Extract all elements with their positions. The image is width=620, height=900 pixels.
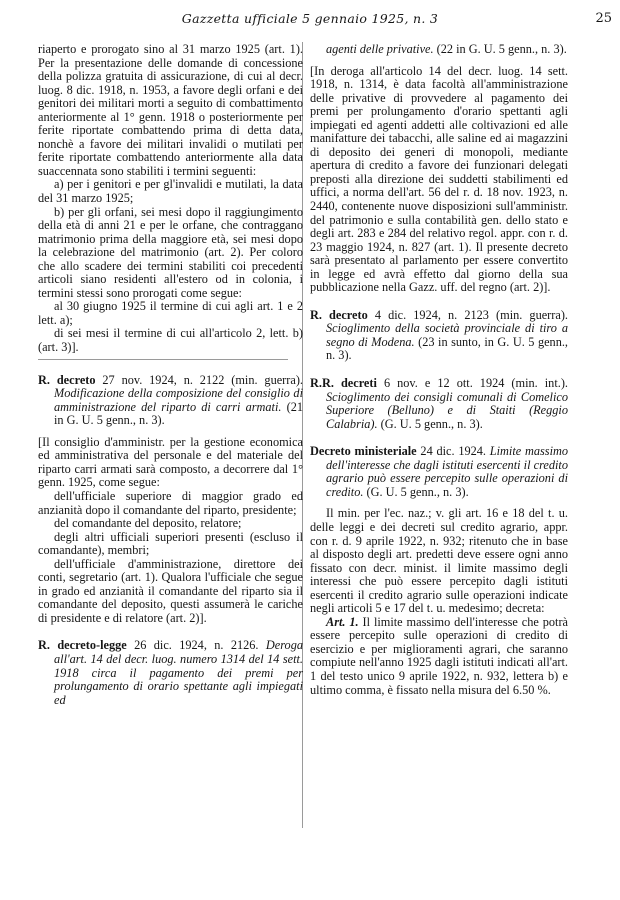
paragraph: a) per i genitori e per gl'invalidi e mutilati, la data del 31 marzo 1925; bbox=[38, 177, 303, 206]
entry-title: Scioglimento della società provinciale di tiro a segno di Modena. bbox=[326, 321, 568, 349]
entry-heading bbox=[38, 639, 303, 707]
entry-title: Deroga all'art. 14 del decr. luog. numero 1314 del 14 sett. 1918 circa il pagamento dei premi per prolungamento di orario spettante agli impiegati ed bbox=[54, 638, 304, 707]
entry-reference: (21 in G. U. 5 genn., n. 3). bbox=[54, 399, 303, 428]
entry-date: 6 nov. e 12 ott. 1924 (min. int.). bbox=[383, 376, 568, 391]
entry-kind: R. decreto bbox=[310, 307, 368, 322]
running-header bbox=[0, 8, 620, 28]
entry-summary: dell'ufficiale d'amministrazione, direttore dei conti, segretario (art. 1). Qualora l'ufficiale che segue in grado ed anzianità il comandante del riparto sia il comandante del deposito, questi assumerà le cariche di presidente e di relatore (art. 2)]. bbox=[38, 556, 303, 625]
paragraph: al 30 giugno 1925 il termine di cui agli art. 1 e 2 lett. a); bbox=[38, 299, 303, 327]
paragraph: b) per gli orfani, sei mesi dopo il raggiungimento della età di anni 21 e per le orfane, che contraggano matrimonio prima della maggiore età, sei mesi dopo la celebrazione del matrimonio (art. 2). Per coloro che allo scadere dei termini stabiliti coi precedenti articoli siano residenti all'estero od in colonia, i termini stessi sono prorogati come segue: bbox=[38, 204, 303, 300]
header-title: Gazzetta ufficiale 5 gennaio 1925, n. 3 bbox=[181, 11, 439, 26]
page-number: 25 bbox=[595, 11, 612, 26]
left-column bbox=[38, 43, 303, 707]
entry-title: Limite massimo dell'interesse che dagli istituti esercenti il credito agrario può essere percepito sulle operazioni di credito. bbox=[326, 444, 569, 499]
entry-kind: R.R. decreti bbox=[310, 376, 377, 391]
entry-summary: dell'ufficiale superiore di maggior grado ed anzianità dopo il comandante del riparto, presidente; bbox=[38, 488, 303, 517]
entry-reference: (22 in G. U. 5 genn., n. 3). bbox=[436, 42, 567, 56]
entry-title: Modificazione della composizione del consiglio di amministrazione del riparto di carri armati. bbox=[54, 386, 303, 414]
paragraph: riaperto e prorogato sino al 31 marzo 1925 (art. 1). Per la presentazione delle domande di concessione della polizza gratuita di assicurazione, di cui al decr. luog. 8 dic. 1918, n. 1953, a favore degli orfani e dei genitori dei militari morti a seguito di combattimento anteriormente al 1° genn. 1918 o posteriormente per ferite riportate combattendo prima di detta data, nonchè a favore dei militari invalidi o mutilati per ferite riportate combattendo anteriormente alla data suaccennata sono stabiliti i termini seguenti: bbox=[38, 42, 303, 178]
entry-heading bbox=[38, 374, 303, 428]
article-number: Art. 1. bbox=[326, 614, 359, 629]
entry-heading bbox=[310, 445, 568, 499]
entry-summary: [In deroga all'articolo 14 del decr. luog. 14 sett. 1918, n. 1314, è data facoltà all'amministrazione delle privative di provvedere al pagamento dei premi per prolungamento d'orario spettanti agli impiegati ed agenti addetti alle coltivazioni ed alle manifatture dei tabacchi, alle saline ed ai magazzini di deposito dei generi di monopoli, mediante apertura di credito a favore dei funzionari delegati preposti alla direzione dei suddetti stabilimenti ed uffici, a norma dell'art. 56 del r. d. 18 nov. 1923, n. 2440, contenente nuove disposizioni sull'amministr. del patrimonio e sulla contabilità gen. dello stato e degli art. 283 e 284 del relativo regol. appr. con r. d. 23 maggio 1924, n. 827 (art. 1). Il presente decreto sarà presentato al parlamento per essere convertito in legge ed avrà effetto dal giorno della sua pubblicazione nella Gazz. uff. del regno (art. 2)]. bbox=[310, 63, 568, 295]
entry-heading-continued bbox=[310, 43, 568, 57]
entry-summary: Il min. per l'ec. naz.; v. gli art. 16 e 18 del t. u. delle leggi e dei decreti sul credito agrario, appr. con r. d. 9 aprile 1922, n. 932; ritenuto che in base al disposto degli art. predetti deve essere ogni anno fissato con decr. minist. il limite massimo degli interessi che può essere percepito dagli istituti esercenti il credito agrario sulle operazioni indicate negli articoli 5 e 17 del t. u. medesimo; decreta: bbox=[310, 506, 568, 616]
right-column bbox=[310, 43, 568, 697]
entry-reference: (23 in sunto, in G. U. 5 genn., n. 3). bbox=[326, 334, 568, 363]
entry-title: agenti delle privative. bbox=[326, 42, 434, 56]
entry-date: 24 dic. 1924. bbox=[420, 444, 487, 459]
entry-reference: (G. U. 5 genn., n. 3). bbox=[366, 484, 469, 499]
article-text: Il limite massimo dell'interesse che potrà essere percepito sulle operazioni di credito di esercizio e per miglioramenti agrari, che saranno compiute nell'anno 1925 dagli istituti indicati all'art. 1 del testo unico 9 aprile 1922, n. 932, lettera b) e ultimo comma, è fissato nella misura del 6.50 %. bbox=[310, 614, 568, 697]
entry-kind: R. decreto bbox=[38, 372, 96, 387]
entry-date: 26 dic. 1924, n. 2126. bbox=[134, 638, 259, 653]
entry-summary: degli altri ufficiali superiori presenti (escluso il comandante), membri; bbox=[38, 529, 303, 558]
entry-summary: del comandante del deposito, relatore; bbox=[54, 516, 242, 531]
entry-date: 27 nov. 1924, n. 2122 (min. guerra). bbox=[102, 372, 303, 387]
entry-heading bbox=[310, 377, 568, 431]
paragraph: di sei mesi il termine di cui all'articolo 2, lett. b) (art. 3)]. bbox=[38, 326, 303, 355]
entry-kind: Decreto ministeriale bbox=[310, 444, 417, 459]
article-paragraph bbox=[310, 616, 568, 697]
entry-reference: (G. U. 5 genn., n. 3). bbox=[380, 416, 483, 431]
entry-heading bbox=[310, 309, 568, 363]
entry-summary: [Il consiglio d'amministr. per la gestione economica ed amministrativa del personale e del materiale del riparto carri armati sarà composto, a decorrere dal 1° genn. 1925, come segue: bbox=[38, 434, 303, 490]
entry-date: 4 dic. 1924, n. 2123 (min. guerra). bbox=[374, 307, 568, 322]
entry-title: Scioglimento dei consigli comunali di Comelico Superiore (Belluno) e di Staiti (Reggio Calabria). bbox=[326, 389, 568, 431]
entry-kind: R. decreto-legge bbox=[38, 638, 127, 653]
